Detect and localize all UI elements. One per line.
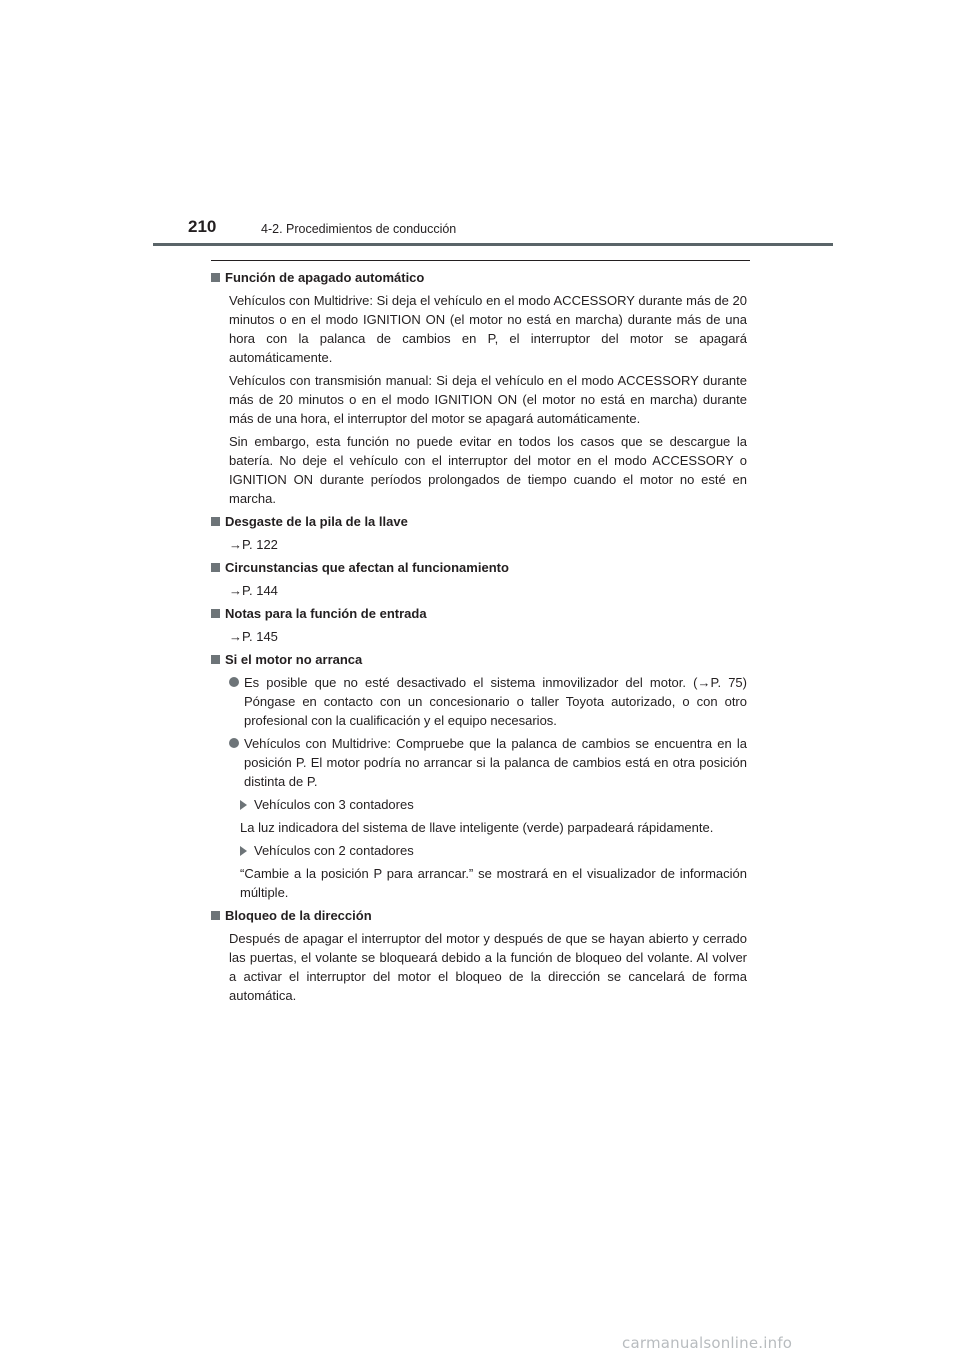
circle-bullet-icon	[229, 738, 239, 748]
paragraph: Vehículos con Multidrive: Si deja el vehículo en el modo ACCESSORY durante más de 20 minutos o en el modo IGNITION ON (el motor no está en marcha) durante más de una hora con la palanca de cambios en P, el interruptor del motor se apagará automáticamente.	[229, 293, 747, 365]
triangle-arrow-icon	[240, 846, 247, 856]
heading-text: Si el motor no arranca	[225, 652, 363, 667]
page-number: 210	[188, 217, 217, 236]
header-rule	[153, 243, 833, 246]
circle-bullet-icon	[229, 677, 239, 687]
section-heading-no-start	[211, 650, 747, 669]
section-heading-entry-notes	[211, 604, 747, 623]
sub-paragraph: “Cambie a la posición P para arrancar.” se mostrará en el visualizador de información múltiple.	[240, 866, 747, 900]
paragraph: Después de apagar el interruptor del motor y después de que se hayan abierto y cerrado las puertas, el volante se bloqueará debido a la función de bloqueo del volante. Al volver a activar el interruptor del motor el bloqueo de la dirección se cancelará de forma automática.	[229, 931, 747, 1003]
triangle-arrow-icon	[240, 800, 247, 810]
sub-item	[240, 795, 747, 814]
square-bullet-icon	[211, 273, 220, 282]
sub-item-label: Vehículos con 2 contadores	[254, 843, 414, 858]
list-item-text: Es posible que no esté desactivado el sistema inmovilizador del motor. (→P. 75) Póngase en contacto con un concesionario o taller Toyota autorizado, o con otro profesional con la cualificación y el equipo necesarios.	[244, 675, 747, 728]
heading-text: Función de apagado automático	[225, 270, 425, 285]
section-heading-auto-off	[211, 268, 747, 287]
sub-item	[240, 841, 747, 860]
square-bullet-icon	[211, 911, 220, 920]
sub-item-label: Vehículos con 3 contadores	[254, 797, 414, 812]
page-content	[211, 268, 747, 1009]
heading-text: Desgaste de la pila de la llave	[225, 514, 408, 529]
square-bullet-icon	[211, 609, 220, 618]
page-reference-link[interactable]: →P. 144	[229, 583, 278, 598]
list-item-text: Vehículos con Multidrive: Compruebe que la palanca de cambios se encuentra en la posición P. El motor podría no arrancar si la palanca de cambios está en otra posición distinta de P.	[244, 736, 747, 789]
square-bullet-icon	[211, 563, 220, 572]
heading-text: Bloqueo de la dirección	[225, 908, 372, 923]
paragraph: Vehículos con transmisión manual: Si deja el vehículo en el modo ACCESSORY durante más de 20 minutos o en el modo IGNITION ON (el motor no está en marcha) durante más de una hora, el interruptor del motor se apagará automáticamente.	[229, 373, 747, 426]
sub-paragraph: La luz indicadora del sistema de llave inteligente (verde) parpadeará rápidamente.	[240, 820, 714, 835]
paragraph: Sin embargo, esta función no puede evitar en todos los casos que se descargue la batería. No deje el vehículo con el interruptor del motor en el modo ACCESSORY o IGNITION ON durante períodos prolongados de tiempo cuando el motor no esté en marcha.	[229, 434, 747, 506]
heading-text: Circunstancias que afectan al funcionamiento	[225, 560, 509, 575]
page-reference-link[interactable]: →P. 122	[229, 537, 278, 552]
heading-text: Notas para la función de entrada	[225, 606, 427, 621]
section-heading-battery	[211, 512, 747, 531]
list-item	[229, 734, 747, 791]
chapter-title: 4-2. Procedimientos de conducción	[261, 222, 457, 236]
watermark: carmanualsonline.info	[622, 1334, 793, 1352]
section-heading-steering-lock	[211, 906, 747, 925]
page-reference-link[interactable]: →P. 145	[229, 629, 278, 644]
square-bullet-icon	[211, 517, 220, 526]
section-heading-circumstances	[211, 558, 747, 577]
square-bullet-icon	[211, 655, 220, 664]
section-rule	[211, 260, 750, 261]
list-item	[229, 673, 747, 730]
